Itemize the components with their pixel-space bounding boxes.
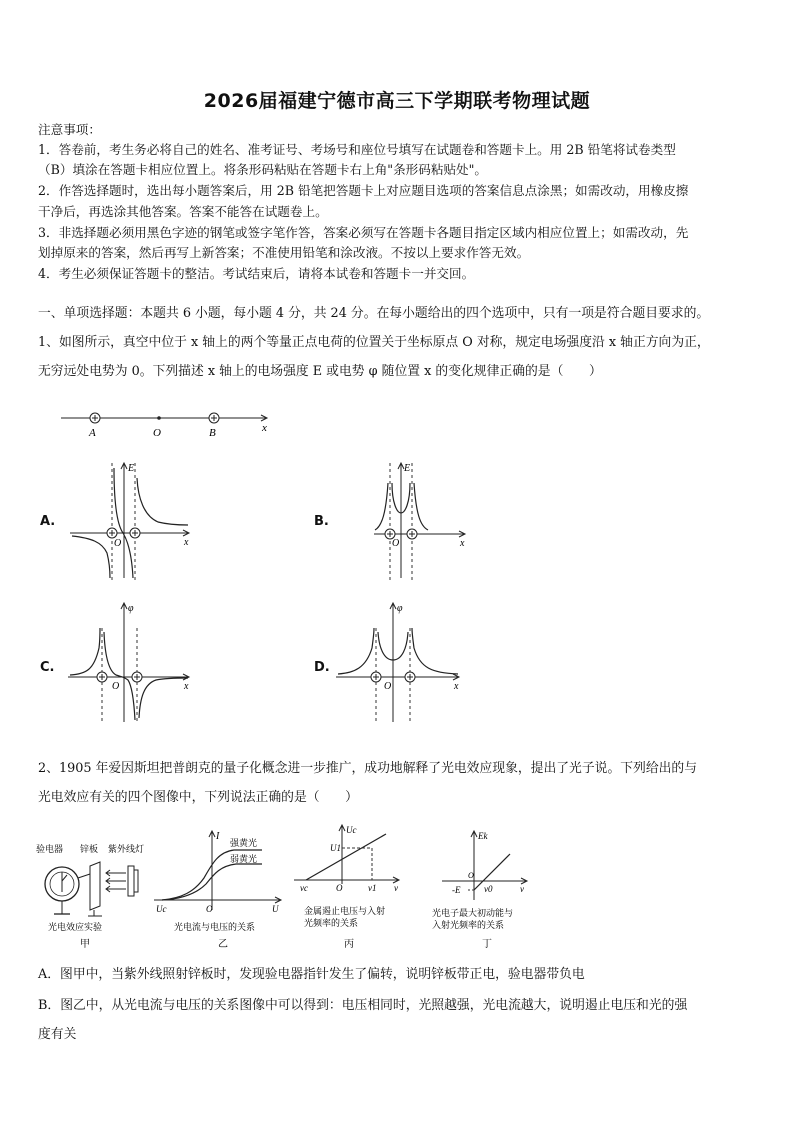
question-1-text: 无穷远处电势为 0。下列描述 x 轴上的电场强度 E 或电势 φ 随位置 x 的变化规律正确的是（ ） <box>38 364 602 379</box>
electroscope-label: 验电器 <box>36 845 64 855</box>
stopping-voltage-axis-label: Uc <box>346 825 357 835</box>
x-axis-label: x <box>460 538 465 549</box>
current-axis-label: I <box>216 831 220 842</box>
option-b-text: 度有关 <box>38 1027 77 1042</box>
point-a-label: A <box>89 427 96 439</box>
notice-line: 1．答卷前，考生务必将自己的姓名、准考证号、考场号和座位号填写在试题卷和答题卡上。用 2B 铅笔将试卷类型 <box>38 142 676 157</box>
v1-label: v1 <box>368 883 377 893</box>
notice-line: 干净后，再选涂其他答案。答案不能答在试题卷上。 <box>38 204 328 219</box>
origin-label: O <box>392 538 400 549</box>
option-b-text: B．图乙中，从光电流与电压的关系图像中可以得到：电压相同时，光照越强，光电流越大，说明遏止电压和光的强 <box>38 998 688 1013</box>
e-axis-label: E <box>404 463 411 474</box>
voltage-axis-label: U <box>272 904 279 914</box>
v0-label: v0 <box>484 884 493 894</box>
option-b-graph <box>372 458 472 584</box>
option-a-label: A. <box>40 514 56 529</box>
notice-line: 划掉原来的答案，然后再写上新答案；不准使用铅笔和涂改液。不按以上要求作答无效。 <box>38 245 530 260</box>
question-2-text: 2、1905 年爱因斯坦把普朗克的量子化概念进一步推广，成功地解释了光电效应现象，提出了光子说。下列给出的与 <box>38 761 698 776</box>
e-axis-label: E <box>128 463 135 474</box>
origin-label: O <box>112 681 120 692</box>
figure-yi-caption: 光电流与电压的关系 <box>174 923 256 933</box>
x-axis-label: x <box>454 681 459 692</box>
option-a-text: A．图甲中，当紫外线照射锌板时，发现验电器指针发生了偏转，说明锌板带正电，验电器带负电 <box>38 967 585 982</box>
notice-heading: 注意事项： <box>38 122 101 137</box>
section-heading: 一、单项选择题：本题共 6 小题，每小题 4 分，共 24 分。在每小题给出的四个选项中，只有一项是符合题目要求的。 <box>38 306 710 321</box>
option-d-label: D. <box>314 660 330 675</box>
ek-axis-label: Ek <box>478 831 488 841</box>
neg-e-label: -E <box>452 885 461 895</box>
stopping-voltage-label: Uc <box>156 904 167 914</box>
zinc-plate-label: 锌板 <box>80 845 99 855</box>
phi-axis-label: φ <box>397 603 403 614</box>
figure-ding-caption: 入射光频率的关系 <box>432 921 505 931</box>
frequency-axis-label: v <box>520 884 524 894</box>
vc-label: vc <box>300 883 308 893</box>
option-a-graph <box>66 458 196 584</box>
page-title: 2026届福建宁德市高三下学期联考物理试题 <box>203 90 591 112</box>
figure-bing-name: 丙 <box>344 939 354 950</box>
figure-ding-caption: 光电子最大初动能与 <box>432 909 514 919</box>
notice-line: 3．非选择题必须用黑色字迹的钢笔或签字笔作答，答案必须写在答题卡各题目指定区域内相应位置上；如需改动，先 <box>38 225 689 240</box>
figure-yi-current-voltage <box>152 826 290 952</box>
strong-light-label: 强黄光 <box>230 839 258 849</box>
origin-label: O <box>114 538 122 549</box>
notice-line: （B）填涂在答题卡相应位置上。将条形码粘贴在答题卡右上角"条形码粘贴处"。 <box>38 162 488 177</box>
charges-axis-diagram <box>55 404 285 444</box>
option-d-graph <box>334 598 466 728</box>
figure-bing-caption: 金属遏止电压与入射 <box>304 907 386 917</box>
origin-label: O <box>468 871 474 880</box>
notice-line: 2．作答选择题时，选出每小题答案后，用 2B 铅笔把答题卡上对应题目选项的答案信息点涂黑；如需改动，用橡皮擦 <box>38 183 689 198</box>
figure-bing-caption: 光频率的关系 <box>304 919 359 929</box>
phi-axis-label: φ <box>128 603 134 614</box>
figure-jia-photoelectric-experiment <box>34 826 156 952</box>
uv-lamp-label: 紫外线灯 <box>108 845 145 855</box>
x-axis-label: x <box>184 681 189 692</box>
origin-label: O <box>336 883 343 893</box>
figure-ding-name: 丁 <box>482 939 492 950</box>
frequency-axis-label: v <box>394 883 398 893</box>
figure-bing-stopping-voltage-frequency <box>292 820 406 952</box>
option-b-label: B. <box>314 514 329 529</box>
origin-label: O <box>384 681 392 692</box>
origin-label: O <box>153 427 161 439</box>
x-axis-label: x <box>262 422 267 434</box>
figure-yi-name: 乙 <box>218 939 228 950</box>
question-2-text: 光电效应有关的四个图像中，下列说法正确的是（ ） <box>38 790 358 805</box>
question-1-text: 1、如图所示，真空中位于 x 轴上的两个等量正点电荷的位置关于坐标原点 O 对称，规定电场强度沿 x 轴正方向为正， <box>38 335 710 350</box>
point-b-label: B <box>209 427 216 439</box>
option-c-label: C. <box>40 660 55 675</box>
u1-label: U1 <box>330 843 341 853</box>
figure-jia-name: 甲 <box>80 939 90 950</box>
notice-line: 4．考生必须保证答题卡的整洁。考试结束后，请将本试卷和答题卡一并交回。 <box>38 266 475 281</box>
origin-label: O <box>206 904 213 914</box>
option-c-graph <box>66 598 196 728</box>
x-axis-label: x <box>184 537 189 548</box>
figure-jia-caption: 光电效应实验 <box>48 923 103 933</box>
weak-light-label: 弱黄光 <box>230 855 258 865</box>
figure-ding-kinetic-energy-frequency <box>428 826 540 952</box>
